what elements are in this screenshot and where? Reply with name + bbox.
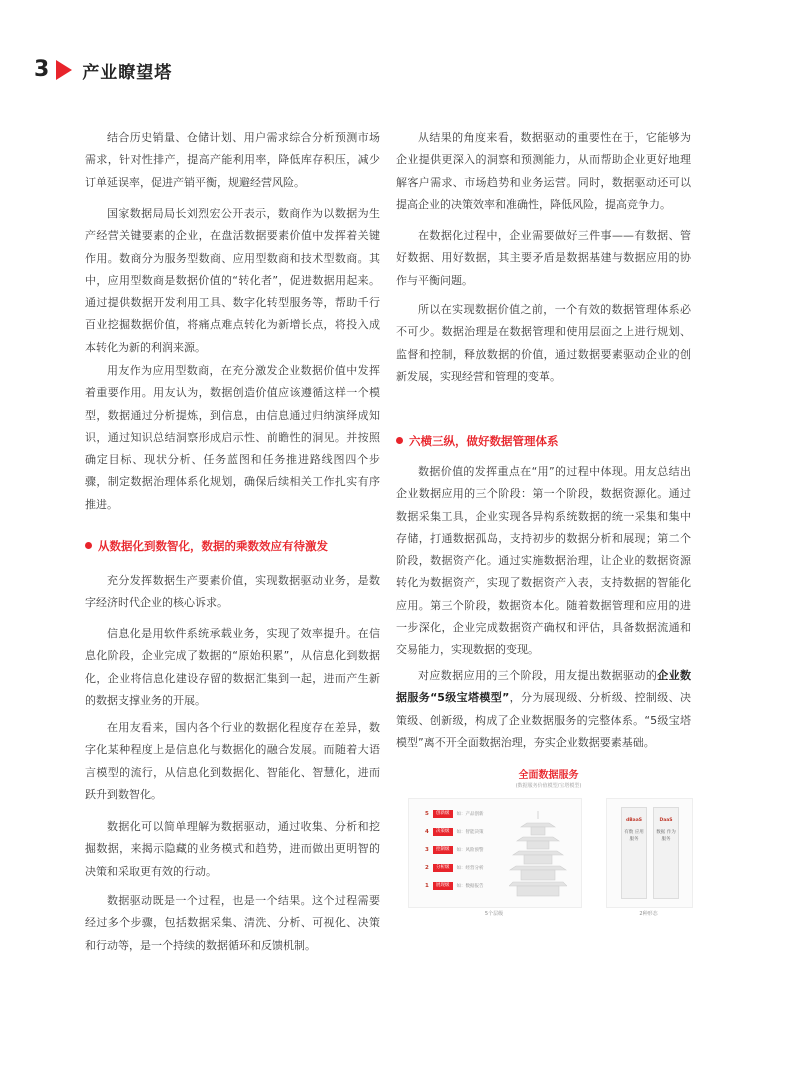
level-row bbox=[425, 881, 484, 891]
paragraph: 数据价值的发挥重点在“用”的过程中体现。用友总结出企业数据应用的三个阶段：第一个阶段，数据资源化。通过数据采集工具，企业实现各异构系统数据的统一采集和集中存储，打通数据孤岛，支持初步的数据分析和展现；第二个阶段，数据资产化。通过实施数据治理，让企业的数据资源转化为数据资产，实现了数据资产入表，支持数据的智能化应用。第三个阶段，数据资本化。随着数据管理和应用的进一步深化，企业完成数据资产确权和评估，具备数据流通和交易能力，实现数据的变现。 bbox=[396, 465, 691, 657]
level-row bbox=[425, 809, 484, 819]
page-header bbox=[34, 56, 172, 84]
figure-subtitle: (数据服务价值模型/宝塔模型) bbox=[515, 783, 582, 789]
page-number: 3 bbox=[34, 57, 50, 82]
card-desc: 有数 应用 服务 bbox=[624, 830, 644, 842]
level-tag: 展现级 bbox=[433, 882, 453, 890]
bullet-dot-icon bbox=[396, 437, 403, 444]
level-desc: 如：产品创新 bbox=[456, 812, 484, 817]
paragraph-text: ，分为展现级、分析级、控制级、决策级、创新级，构成了企业数据服务的完整体系。“5级宝塔模型”离不开全面数据治理，夯实企业数据要素基础。 bbox=[396, 691, 691, 749]
form-card bbox=[621, 807, 647, 899]
paragraph: 国家数据局局长刘烈宏公开表示，数商作为以数据为生产经营关键要素的企业，在盘活数据要素价值中发挥着关键作用。数商分为服务型数商、应用型数商和技术型数商。其中，应用型数商是数据价值的“转化者”，促进数据用起来。通过提供数据开发利用工具、数字化转型服务等，帮助千行百业挖掘数据价值，将痛点难点转化为新增长点，将投入成本转化为新的利润来源。 bbox=[85, 207, 380, 354]
level-number: 1 bbox=[425, 883, 429, 889]
paragraph: 结合历史销量、仓储计划、用户需求综合分析预测市场需求，针对性排产，提高产能利用率，降低库存积压，减少订单延误率，促进产销平衡，规避经营风险。 bbox=[85, 131, 380, 189]
level-number: 5 bbox=[425, 811, 429, 817]
section-heading-text: 六横三纵，做好数据管理体系 bbox=[409, 434, 559, 448]
section-heading-text: 从数据化到数智化，数据的乘数效应有待激发 bbox=[98, 539, 328, 553]
emphasis-text: 企业数据服务“5级宝塔模型” bbox=[396, 669, 692, 705]
level-number: 2 bbox=[425, 865, 429, 871]
forms-panel bbox=[606, 798, 693, 908]
levels-panel bbox=[408, 798, 582, 908]
figure-title: 全面数据服务 bbox=[518, 770, 579, 781]
form-card bbox=[653, 807, 679, 899]
paragraph: 所以在实现数据价值之前，一个有效的数据管理体系必不可少。数据治理是在数据管理和使用层面之上进行规划、监督和控制，释放数据的价值，通过数据要素驱动企业的创新发展，实现经营和管理的变革。 bbox=[396, 303, 691, 383]
section-title: 产业瞭望塔 bbox=[82, 62, 173, 83]
level-number: 4 bbox=[425, 829, 429, 835]
level-row bbox=[425, 827, 484, 837]
card-desc: 数据 作为 服务 bbox=[656, 830, 676, 842]
paragraph: 充分发挥数据生产要素价值，实现数据驱动业务，是数字经济时代企业的核心诉求。 bbox=[85, 574, 380, 610]
paragraph bbox=[396, 665, 691, 754]
paragraph: 信息化是用软件系统承载业务，实现了效率提升。在信息化阶段，企业完成了数据的“原始积累”，从信息化到数据化，企业将信息化建设存留的数据汇集到一起，进而产生新的数据支撑业务的开展。 bbox=[85, 627, 380, 707]
paragraph: 数据驱动既是一个过程，也是一个结果。这个过程需要经过多个步骤，包括数据采集、清洗、分析、可视化、决策和行动等，是一个持续的数据循环和反馈机制。 bbox=[85, 894, 380, 952]
level-tag: 创新级 bbox=[433, 810, 453, 818]
paragraph: 数据化可以简单理解为数据驱动，通过收集、分析和挖掘数据，来揭示隐藏的业务模式和趋势，进而做出更明智的决策和采取更有效的行动。 bbox=[85, 820, 380, 878]
section-heading bbox=[396, 430, 691, 452]
level-desc: 如：智能决策 bbox=[456, 830, 484, 835]
level-desc: 如：风险预警 bbox=[456, 848, 484, 853]
card-title: dBaaS bbox=[626, 818, 642, 823]
paragraph: 用友作为应用型数商，在充分激发企业数据价值中发挥着重要作用。用友认为，数据创造价值应该遵循这样一个模型，数据通过分析提炼，到信息，由信息通过归纳演绎成知识，通过知识总结洞察形成启示性、前瞻性的洞见。并按照确定目标、现状分析、任务蓝图和任务推进路线图四个步骤，制定数据治理体系化规划，确保后续相关工作扎实有序推进。 bbox=[85, 364, 380, 511]
level-row bbox=[425, 845, 484, 855]
section-heading bbox=[85, 535, 380, 557]
level-tag: 决策级 bbox=[433, 828, 453, 836]
level-row bbox=[425, 863, 484, 873]
paragraph: 在用友看来，国内各个行业的数据化程度存在差异，数字化某种程度上是信息化与数据化的融合发展。而随着大语言模型的流行，从信息化到数据化、智能化、智慧化，进而跃升到数智化。 bbox=[85, 721, 380, 801]
pagoda-model-figure bbox=[402, 762, 695, 922]
level-tag: 控制级 bbox=[433, 846, 453, 854]
pagoda-icon bbox=[509, 811, 567, 897]
level-desc: 如：经营分析 bbox=[456, 866, 484, 871]
paragraph: 在数据化过程中，企业需要做好三件事——有数据、管好数据、用好数据，其主要矛盾是数据基建与数据应用的协作与平衡问题。 bbox=[396, 229, 691, 287]
paragraph: 从结果的角度来看，数据驱动的重要性在于，它能够为企业提供更深入的洞察和预测能力，从而帮助企业更好地理解客户需求、市场趋势和业务运营。同时，数据驱动还可以提高企业的决策效率和准确性，降低风险，提高竞争力。 bbox=[396, 131, 691, 211]
level-tag: 分析级 bbox=[433, 864, 453, 872]
paragraph-text: 对应数据应用的三个阶段，用友提出数据驱动的 bbox=[418, 669, 658, 682]
level-number: 3 bbox=[425, 847, 429, 853]
figure-caption: 5个层级 bbox=[484, 911, 504, 917]
level-desc: 如：数据报告 bbox=[456, 884, 484, 889]
card-title: DaaS bbox=[659, 818, 673, 823]
figure-caption: 2种形态 bbox=[639, 911, 658, 917]
bullet-dot-icon bbox=[85, 542, 92, 549]
play-arrow-icon bbox=[56, 60, 72, 80]
